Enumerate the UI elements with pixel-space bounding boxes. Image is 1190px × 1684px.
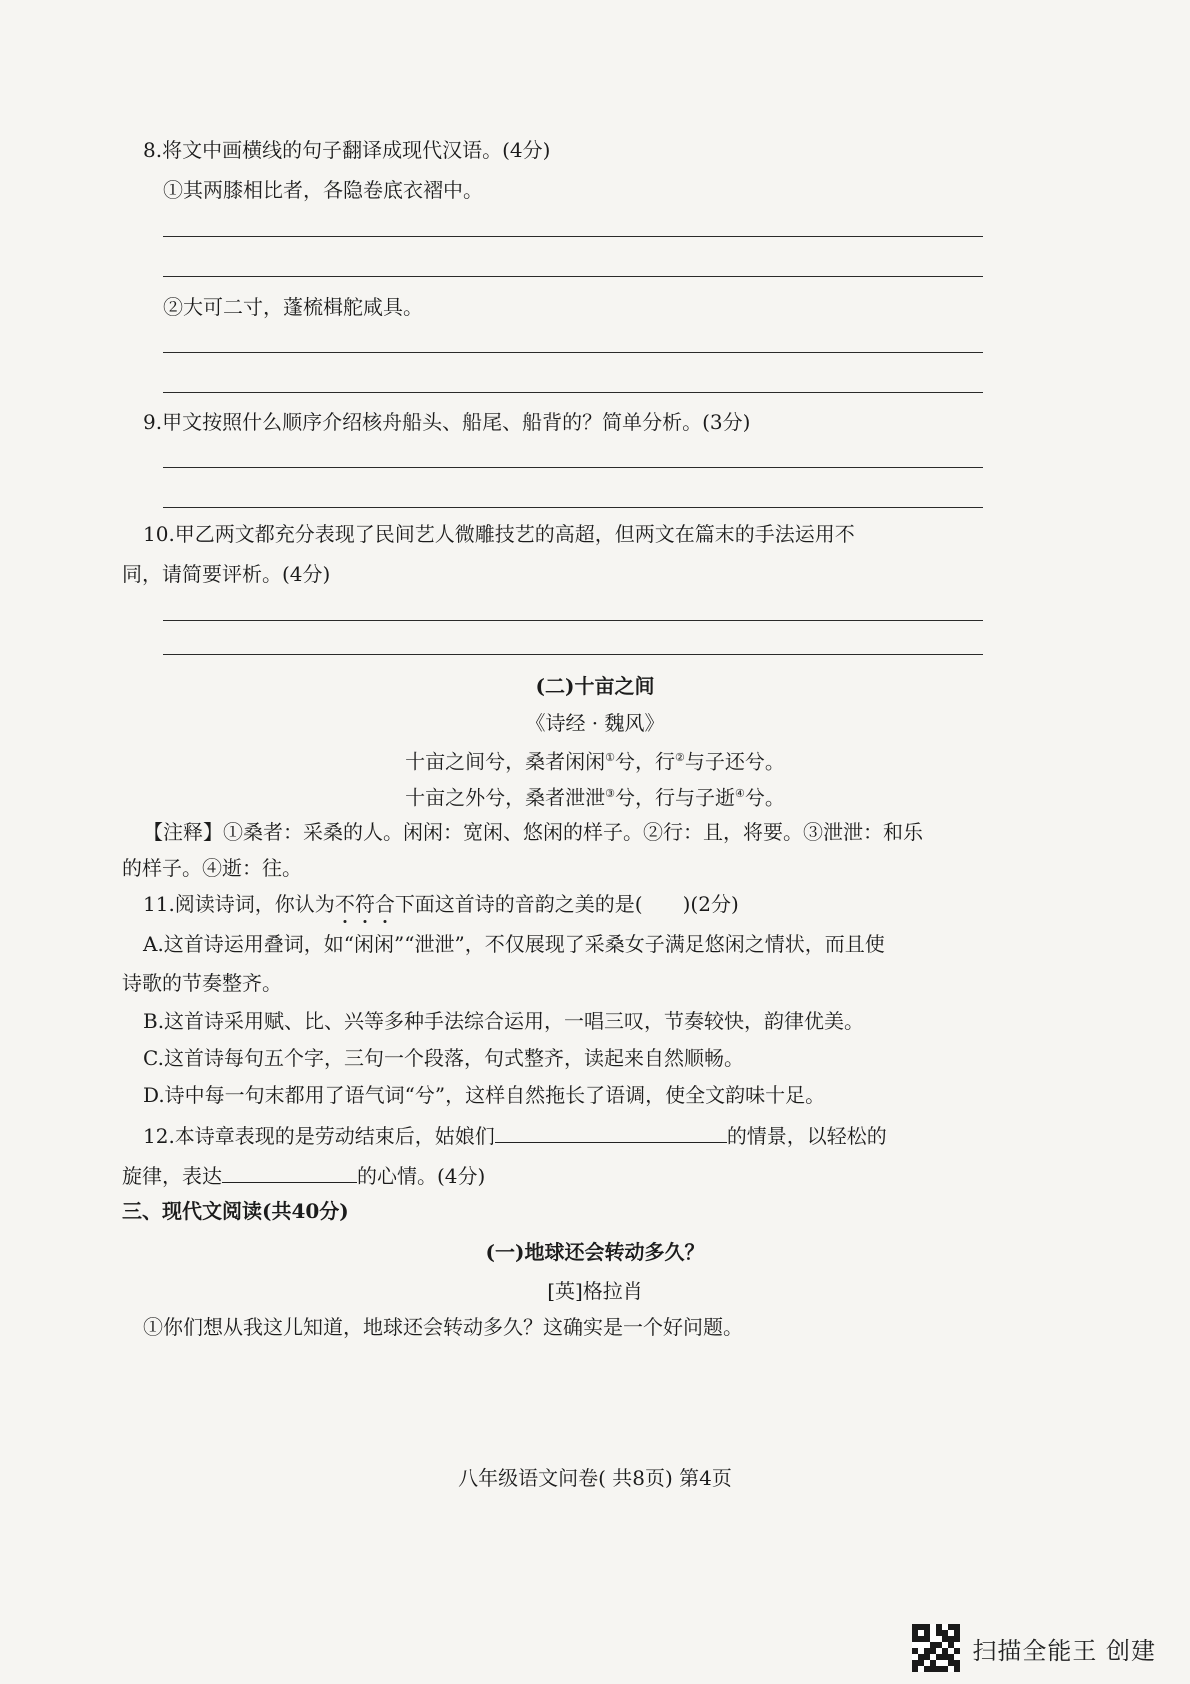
answer-line[interactable] bbox=[163, 276, 983, 277]
poem-source: 《诗经 · 魏风》 bbox=[525, 711, 665, 735]
article-title: (一)地球还会转动多久？ bbox=[485, 1240, 705, 1264]
answer-line[interactable] bbox=[163, 507, 983, 508]
answer-line[interactable] bbox=[163, 392, 983, 393]
poem-section-title: (二)十亩之间 bbox=[535, 674, 655, 698]
option-b: B.这首诗采用赋、比、兴等多种手法综合运用，一唱三叹，节奏较快，韵律优美。 bbox=[143, 1009, 865, 1033]
emphasis-char: 合 bbox=[375, 892, 395, 916]
question-12-line-1: 12.本诗章表现的是劳动结束后，姑娘们 的情景，以轻松的 bbox=[143, 1120, 887, 1150]
option-a-line-1: A.这首诗运用叠词，如“闲闲”“泄泄”，不仅展现了采桑女子满足悠闲之情状，而且使 bbox=[143, 932, 885, 956]
option-a-line-2: 诗歌的节奏整齐。 bbox=[122, 971, 282, 995]
qr-code-icon bbox=[912, 1624, 960, 1672]
fill-blank-2[interactable] bbox=[222, 1160, 357, 1183]
answer-line[interactable] bbox=[163, 352, 983, 353]
question-10-line-1: 10.甲乙两文都充分表现了民间艺人微雕技艺的高超，但两文在篇末的手法运用不 bbox=[143, 522, 855, 546]
question-10-line-2: 同，请简要评析。(4分) bbox=[122, 562, 331, 586]
question-8-sentence-2: ②大可二寸，蓬梳楫舵咸具。 bbox=[163, 295, 423, 319]
emphasis-char: 符 bbox=[355, 892, 375, 916]
poem-notes-line-1: 【注释】①桑者：采桑的人。闲闲：宽闲、悠闲的样子。②行：且，将要。③泄泄：和乐 bbox=[143, 820, 923, 844]
poem-line-1: 十亩之间兮，桑者闲闲①兮，行②与子还兮。 bbox=[405, 749, 785, 774]
question-11-title: 11.阅读诗词，你认为不 符 合 下面这首诗的音韵之美的是( )(2分) bbox=[143, 890, 739, 918]
question-9-title: 9.甲文按照什么顺序介绍核舟船头、船尾、船背的？简单分析。(3分) bbox=[143, 410, 751, 434]
answer-line[interactable] bbox=[163, 467, 983, 468]
answer-line[interactable] bbox=[163, 620, 983, 621]
option-c: C.这首诗每句五个字，三句一个段落，句式整齐，读起来自然顺畅。 bbox=[143, 1046, 744, 1070]
page-footer: 八年级语文问卷( 共8页) 第4页 bbox=[458, 1466, 732, 1490]
answer-line[interactable] bbox=[163, 654, 983, 655]
fill-blank-1[interactable] bbox=[495, 1120, 727, 1143]
watermark-text: 扫描全能王 创建 bbox=[972, 1636, 1156, 1665]
question-8-sentence-1: ①其两膝相比者，各隐卷底衣褶中。 bbox=[163, 178, 483, 202]
question-12-line-2: 旋律，表达 的心情。(4分) bbox=[122, 1160, 485, 1190]
question-8-title: 8.将文中画横线的句子翻译成现代汉语。(4分) bbox=[143, 138, 551, 162]
emphasis-char: 不 bbox=[335, 892, 355, 916]
answer-line[interactable] bbox=[163, 236, 983, 237]
poem-line-2: 十亩之外兮，桑者泄泄③兮，行与子逝④兮。 bbox=[405, 785, 785, 810]
poem-notes-line-2: 的样子。④逝：往。 bbox=[122, 856, 302, 880]
article-author: [英]格拉肖 bbox=[547, 1279, 643, 1303]
scanner-watermark bbox=[912, 1624, 1156, 1672]
article-paragraph-1: ①你们想从我这儿知道，地球还会转动多久？这确实是一个好问题。 bbox=[143, 1315, 743, 1339]
option-d: D.诗中每一句末都用了语气词“兮”，这样自然拖长了语调，使全文韵味十足。 bbox=[143, 1083, 826, 1107]
part-3-heading: 三、现代文阅读(共40分) bbox=[122, 1199, 349, 1223]
